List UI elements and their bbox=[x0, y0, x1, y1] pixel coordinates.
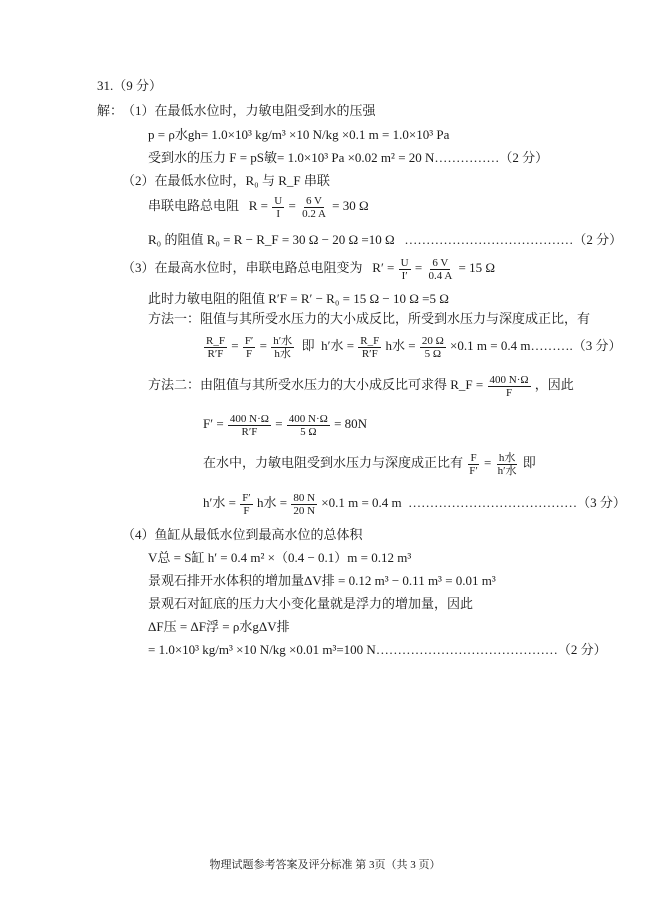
part3-frac-ui bbox=[399, 257, 411, 282]
part2-r-mid: = bbox=[288, 198, 296, 213]
part3-method2-water bbox=[203, 448, 536, 478]
frac-den: I bbox=[276, 207, 281, 220]
frac-num: 400 N·Ω bbox=[489, 373, 529, 386]
frac-den: h水 bbox=[274, 347, 291, 360]
part3-r-rhs: = 15 Ω bbox=[458, 260, 496, 275]
frac-num: F′ bbox=[244, 334, 254, 347]
frac-den: R′F bbox=[361, 347, 378, 360]
m1-frac5 bbox=[420, 335, 446, 360]
m2-water-text: 在水中，力敏电阻受到水压力与深度成正比有 bbox=[203, 455, 464, 470]
m1-score: （3 分） bbox=[572, 338, 622, 353]
solution-label: 解： bbox=[97, 103, 124, 118]
m2-hres: ×0.1 m = 0.4 m bbox=[321, 495, 402, 510]
frac-num: 6 V bbox=[432, 256, 449, 269]
m1-dots: ………. bbox=[530, 338, 573, 353]
page-footer: 物理试题参考答案及评分标准 第 3页（共 3 页） bbox=[209, 859, 441, 871]
part3-heading bbox=[122, 254, 495, 282]
part1-score: （2 分） bbox=[499, 150, 549, 165]
part2-r-text: 串联电路总电阻 bbox=[148, 198, 240, 213]
part2-r-lhs: R = bbox=[248, 198, 269, 213]
part3-r-mid: = bbox=[414, 260, 423, 275]
part3-rf-line: 此时力敏电阻的阻值 R′F = R′ − R₀ = 15 Ω − 10 Ω =5 Ω bbox=[148, 291, 449, 306]
part4-label: （4） bbox=[122, 527, 155, 542]
part3-method2-force bbox=[203, 409, 367, 439]
m2-wfrac2 bbox=[496, 452, 519, 477]
frac-den: 20 N bbox=[293, 504, 316, 517]
m2-hfrac2 bbox=[291, 492, 317, 517]
frac-num: h水 bbox=[498, 451, 516, 464]
m2-rf: R_F = bbox=[450, 377, 484, 392]
part1-dots: …………… bbox=[434, 150, 500, 165]
frac-num: 400 N·Ω bbox=[288, 412, 328, 425]
part3-frac-values bbox=[426, 257, 454, 282]
m2-weq: = bbox=[484, 455, 492, 470]
frac-den: R′F bbox=[241, 425, 258, 438]
m2-fp: F′ = bbox=[203, 416, 224, 431]
m1-frac1 bbox=[204, 335, 227, 360]
part3-method1-equation bbox=[203, 331, 621, 361]
m2-frac2 bbox=[228, 413, 271, 438]
frac-den: F bbox=[246, 347, 253, 360]
frac-num: R_F bbox=[206, 334, 225, 347]
m1-ji: 即 bbox=[301, 338, 315, 353]
frac-num: U bbox=[400, 256, 409, 269]
frac-den: I′ bbox=[401, 269, 408, 282]
question-number: 31.（9 分） bbox=[97, 78, 163, 93]
part4-score: （2 分） bbox=[557, 642, 607, 657]
part3-method2-height bbox=[203, 488, 626, 518]
frac-num: 80 N bbox=[293, 491, 316, 504]
m1-hw: h水 = bbox=[385, 338, 416, 353]
part2-frac-values bbox=[300, 195, 328, 220]
m1-frac3 bbox=[271, 335, 294, 360]
frac-den: 5 Ω bbox=[424, 347, 442, 360]
m2-text: 方法二：由阻值与其所受水压力的大小成反比可求得 bbox=[148, 377, 448, 392]
part2-frac-ui bbox=[272, 195, 284, 220]
m1-eq: = bbox=[231, 338, 239, 353]
m2-h: h′水 = bbox=[203, 495, 236, 510]
part3-intro: 在最高水位时，串联电路总电阻变为 bbox=[154, 260, 363, 275]
m2-score: （3 分） bbox=[577, 495, 626, 510]
part1-intro: 在最低水位时，力敏电阻受到水的压强 bbox=[154, 103, 376, 118]
m1-eq2: = bbox=[259, 338, 267, 353]
part4-intro: 鱼缸从最低水位到最高水位的总体积 bbox=[154, 527, 363, 542]
frac-num: R_F bbox=[360, 334, 380, 347]
part1-heading bbox=[122, 103, 376, 119]
part4-displacement-equation: 景观石排开水体积的增加量ΔV排 = 0.12 m³ − 0.11 m³ = 0.01 m³ bbox=[148, 573, 496, 588]
part1-pressure-equation: p = ρ水gh= 1.0×10³ kg/m³ ×10 N/kg ×0.1 m = 1.0×10³ Pa bbox=[148, 127, 450, 142]
part2-dots: ………………………………… bbox=[404, 232, 574, 247]
part1-force-text: 受到水的压力 F = pS敏= 1.0×10³ Pa ×0.02 m² = 20 N bbox=[148, 150, 435, 165]
part4-volume-equation: V总 = S缸 h′ = 0.4 m² ×（0.4 − 0.1）m = 0.12 m³ bbox=[148, 550, 412, 565]
part2-heading bbox=[122, 173, 330, 189]
frac-den: F′ bbox=[469, 464, 478, 477]
part1-force-equation bbox=[148, 150, 548, 166]
m2-res: = 80N bbox=[334, 416, 368, 431]
part3-label: （3） bbox=[122, 260, 155, 275]
frac-num: 400 N·Ω bbox=[229, 412, 269, 425]
part3-method1-text: 方法一：阻值与其所受水压力的大小成反比，所受到水压力与深度成正比，有 bbox=[148, 311, 591, 326]
part2-total-resistance bbox=[148, 192, 369, 220]
m2-tail: ，因此 bbox=[534, 377, 574, 392]
part2-label: （2） bbox=[122, 173, 155, 188]
m1-frac2 bbox=[243, 335, 256, 360]
frac-den: 0.2 A bbox=[302, 207, 326, 220]
part2-r0-text: R₀ 的阻值 R₀ = R − R_F = 30 Ω − 20 Ω =10 Ω bbox=[148, 232, 395, 247]
m2-wfrac1 bbox=[467, 452, 480, 477]
frac-den: 0.4 A bbox=[428, 269, 453, 282]
part4-dots: …………………………………… bbox=[375, 642, 558, 657]
part4-force-change: ΔF压 = ΔF浮 = ρ水gΔV排 bbox=[148, 619, 290, 634]
part2-r-rhs: = 30 Ω bbox=[332, 198, 369, 213]
frac-den: h′水 bbox=[497, 464, 517, 477]
frac-num: 20 Ω bbox=[421, 334, 444, 347]
frac-num: F′ bbox=[242, 491, 251, 504]
part4-result bbox=[148, 642, 607, 658]
m2-hw: h水 = bbox=[256, 495, 288, 510]
part2-score: （2 分） bbox=[573, 232, 623, 247]
frac-den: F bbox=[243, 504, 250, 517]
m1-res: ×0.1 m = 0.4 m bbox=[450, 338, 531, 353]
part2-intro: 在最低水位时，R₀ 与 R_F 串联 bbox=[154, 173, 330, 188]
frac-num: h′水 bbox=[273, 334, 293, 347]
m2-eq: = bbox=[275, 416, 283, 431]
part3-r-lhs: R′ = bbox=[372, 260, 395, 275]
frac-num: F bbox=[470, 451, 477, 464]
frac-den: F bbox=[505, 386, 513, 399]
m2-ji: 即 bbox=[522, 455, 536, 470]
m1-frac4 bbox=[358, 335, 381, 360]
part4-result-text: = 1.0×10³ kg/m³ ×10 N/kg ×0.01 m³=100 N bbox=[148, 642, 376, 657]
frac-den: R′F bbox=[207, 347, 224, 360]
m2-dots: ………………………………… bbox=[408, 495, 578, 510]
m2-frac-rf bbox=[488, 374, 531, 399]
frac-num: 6 V bbox=[306, 194, 322, 207]
m1-h: h′水 = bbox=[321, 338, 355, 353]
part2-r0-line bbox=[148, 232, 622, 248]
m2-frac3 bbox=[287, 413, 330, 438]
frac-den: 5 Ω bbox=[300, 425, 317, 438]
part1-label: （1） bbox=[122, 103, 155, 118]
frac-num: U bbox=[274, 194, 283, 207]
m2-hfrac1 bbox=[240, 492, 253, 517]
part4-buoyancy-text: 景观石对缸底的压力大小变化量就是浮力的增加量，因此 bbox=[148, 596, 474, 611]
part3-method2-text bbox=[148, 370, 574, 400]
part4-heading bbox=[122, 527, 363, 543]
